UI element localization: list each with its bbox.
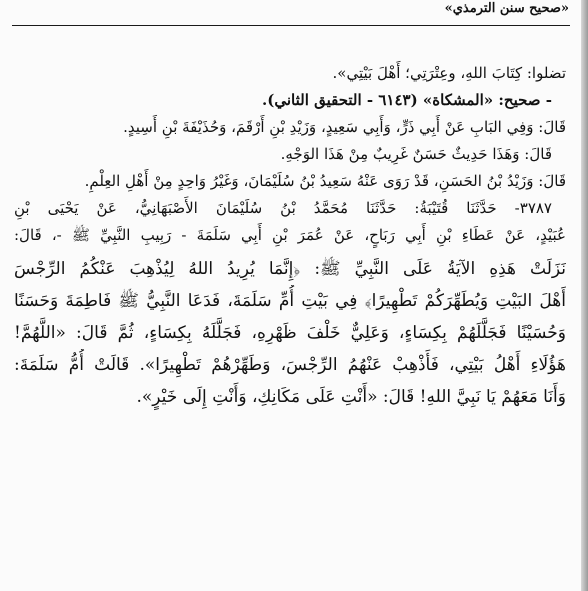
hadith-matn-line-5: وَأَنَا مَعَهُمْ يَا نَبِيَّ اللهِ! قَالَ: «أَنْتِ عَلَى مَكَانِكِ، وَأَنْتِ إِلَى خَيْرٍ». bbox=[136, 387, 566, 407]
hadith-matn-line-1: نَزَلَتْ هَذِهِ الآيَةُ عَلَى النَّبِيِّ ﷺ: ﴿إِنَّمَا يُرِيدُ اللهُ لِيُذْهِبَ عَنْكُمُ الرِّجْسَ bbox=[14, 259, 566, 279]
text-line-continuation: تضلوا: كِتَابَ اللهِ، وعِتْرَتِي؛ أَهْلَ بَيْتِي». bbox=[332, 64, 566, 82]
running-title: «صحيح سنن الترمذي» bbox=[444, 1, 569, 16]
body-text bbox=[14, 60, 566, 413]
text-line-hadith-grade: قَالَ: وَهَذَا حَدِيثٌ حَسَنٌ غَرِيبٌ مِنْ هَذَا الوَجْهِ. bbox=[280, 145, 552, 163]
text-line-chapter-note: قَالَ: وَفِي البَابِ عَنْ أَبِي ذَرٍّ، وَأَبِي سَعِيدٍ، وَزَيْدِ بْنِ أَرْقَمَ، وَحُذَيْفَةَ بْنِ أَسِيدٍ. bbox=[123, 118, 566, 136]
hadith-matn-line-2: أَهْلَ البَيْتِ وَيُطَهِّرَكُمْ تَطْهِيرًا﴾ فِي بَيْتِ أُمِّ سَلَمَةَ، فَدَعَا النَّبِيُّ ﷺ فَاطِمَةَ وَحَسَنًا bbox=[14, 291, 566, 311]
text-line-narrator-note: قَالَ: وَزَيْدُ بْنُ الحَسَنِ، قَدْ رَوَى عَنْهُ سَعِيدُ بْنُ سُلَيْمَانَ، وَغَيْرُ وَاحِدٍ مِنْ أَهْلِ العِلْمِ. bbox=[84, 172, 566, 190]
hadith-matn-line-4: هَؤُلَاءِ أَهْلُ بَيْتِي، فَأَذْهِبْ عَنْهُمُ الرِّجْسَ، وَطَهِّرْهُمْ تَطْهِيرًا». قَالَتْ أُمُّ سَلَمَةَ: bbox=[14, 355, 566, 375]
header-rule bbox=[12, 25, 570, 26]
hadith-isnad-line-1: ٣٧٨٧- حَدَّثَنَا قُتَيْبَةُ: حَدَّثَنَا مُحَمَّدُ بْنُ سُلَيْمَانَ الأَصْبَهَانِيُّ، عَنْ يَحْيَى بْنِ bbox=[14, 199, 552, 217]
hadith-isnad-line-2: عُبَيْدٍ، عَنْ عَطَاءِ بْنِ أَبِي رَبَاحٍ، عَنْ عُمَرَ بْنِ أَبِي سَلَمَةَ - رَبِيبِ النَّبِيِّ ﷺ -، قَالَ: bbox=[14, 226, 566, 244]
hadith-matn-line-3: وَحُسَيْنًا فَجَلَّلَهُمْ بِكِسَاءٍ، وَعَلِيٌّ خَلْفَ ظَهْرِهِ، فَجَلَّلَهُ بِكِسَاءٍ، ثُمَّ قَالَ: «اللَّهُمَّ! bbox=[14, 323, 566, 343]
page-header bbox=[0, 0, 581, 24]
page-edge-shadow bbox=[581, 0, 588, 591]
grading-note: - صحيح: «المشكاة» (٦١٤٣ - التحقيق الثاني). bbox=[262, 91, 552, 109]
